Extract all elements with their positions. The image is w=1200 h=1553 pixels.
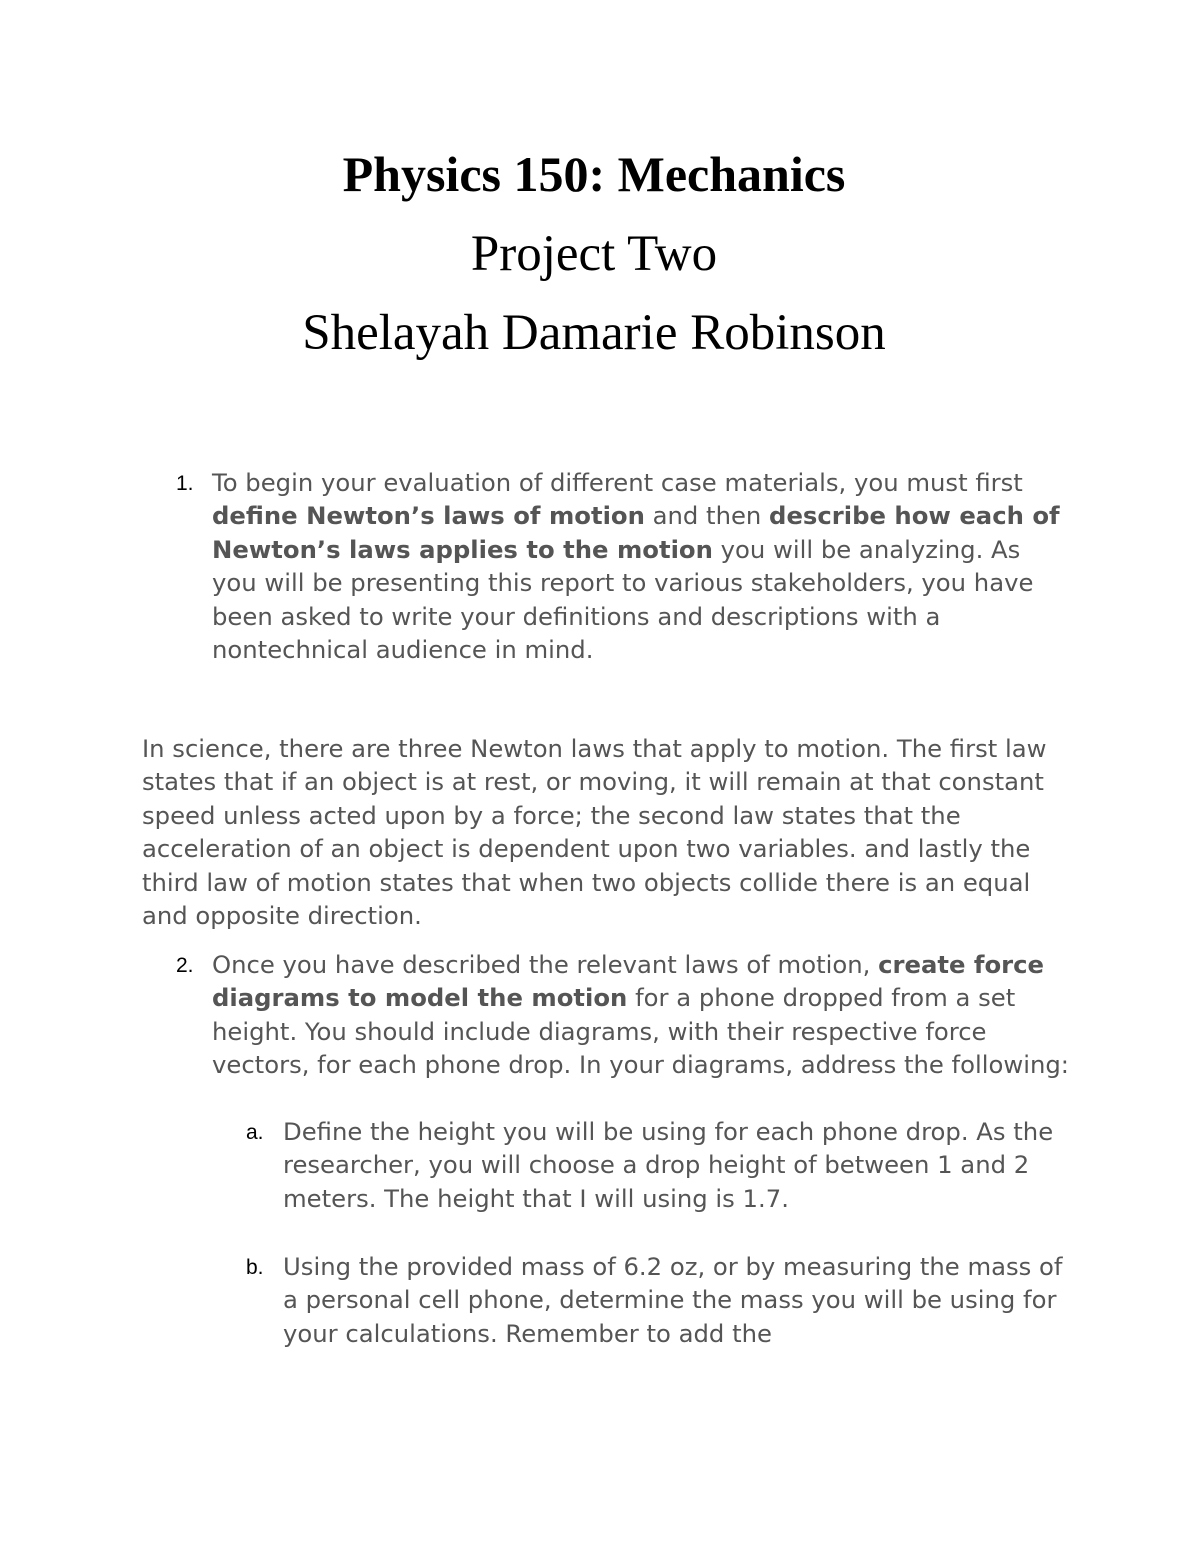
- sub-item-a-label: a.: [246, 1121, 264, 1144]
- document-subtitle: Project Two: [470, 226, 718, 282]
- question-1-bold-a: define Newton’s laws of motion: [212, 501, 645, 531]
- document-title: Physics 150: Mechanics: [342, 146, 846, 202]
- question-2-text-a: Once you have described the relevant laws of motion,: [212, 950, 879, 979]
- sub-item-b-text: Using the provided mass of 6.2 oz, or by measuring the mass of a personal cell phone, determine the mass you will be using for your calculations. Remember to add the: [283, 1252, 1063, 1348]
- question-2-number: 2.: [176, 954, 194, 977]
- question-1-bold-b: describe how each of Newton’s laws applies to the motion: [212, 501, 1060, 564]
- question-2-text: [212, 948, 1072, 1082]
- sub-item-a-text: Define the height you will be using for each phone drop. As the researcher, you will choose a drop height of between 1 and 2 meters. The height that I will using is 1.7.: [283, 1117, 1054, 1213]
- question-1-text-c: you will be analyzing. As you will be presenting this report to various stakeholders, you have been asked to write your definitions and descriptions with a nontechnical audience in mind.: [212, 534, 1034, 665]
- question-1-text: [212, 466, 1072, 666]
- question-1-text-b: and then: [644, 501, 770, 531]
- question-2-bold-a: create force diagrams to model the motion: [212, 950, 1045, 1013]
- question-1-number: 1.: [176, 472, 194, 495]
- question-1-text-a: To begin your evaluation of different case materials, you must first: [212, 468, 1023, 497]
- answer-1-paragraph: In science, there are three Newton laws that apply to motion. The first law states that if an object is at rest, or moving, it will remain at that constant speed unless acted upon by a force; the second law states that the acceleration of an object is dependent upon two variables. and lastly the third law of motion states that when two objects collide there is an equal and opposite direction.: [142, 734, 1047, 931]
- author-name: Shelayah Damarie Robinson: [302, 305, 886, 361]
- question-2-text-b: for a phone dropped from a set height. You should include diagrams, with their respective force vectors, for each phone drop. In your diagrams, address the following:: [212, 983, 1069, 1080]
- sub-item-b-label: b.: [246, 1256, 264, 1279]
